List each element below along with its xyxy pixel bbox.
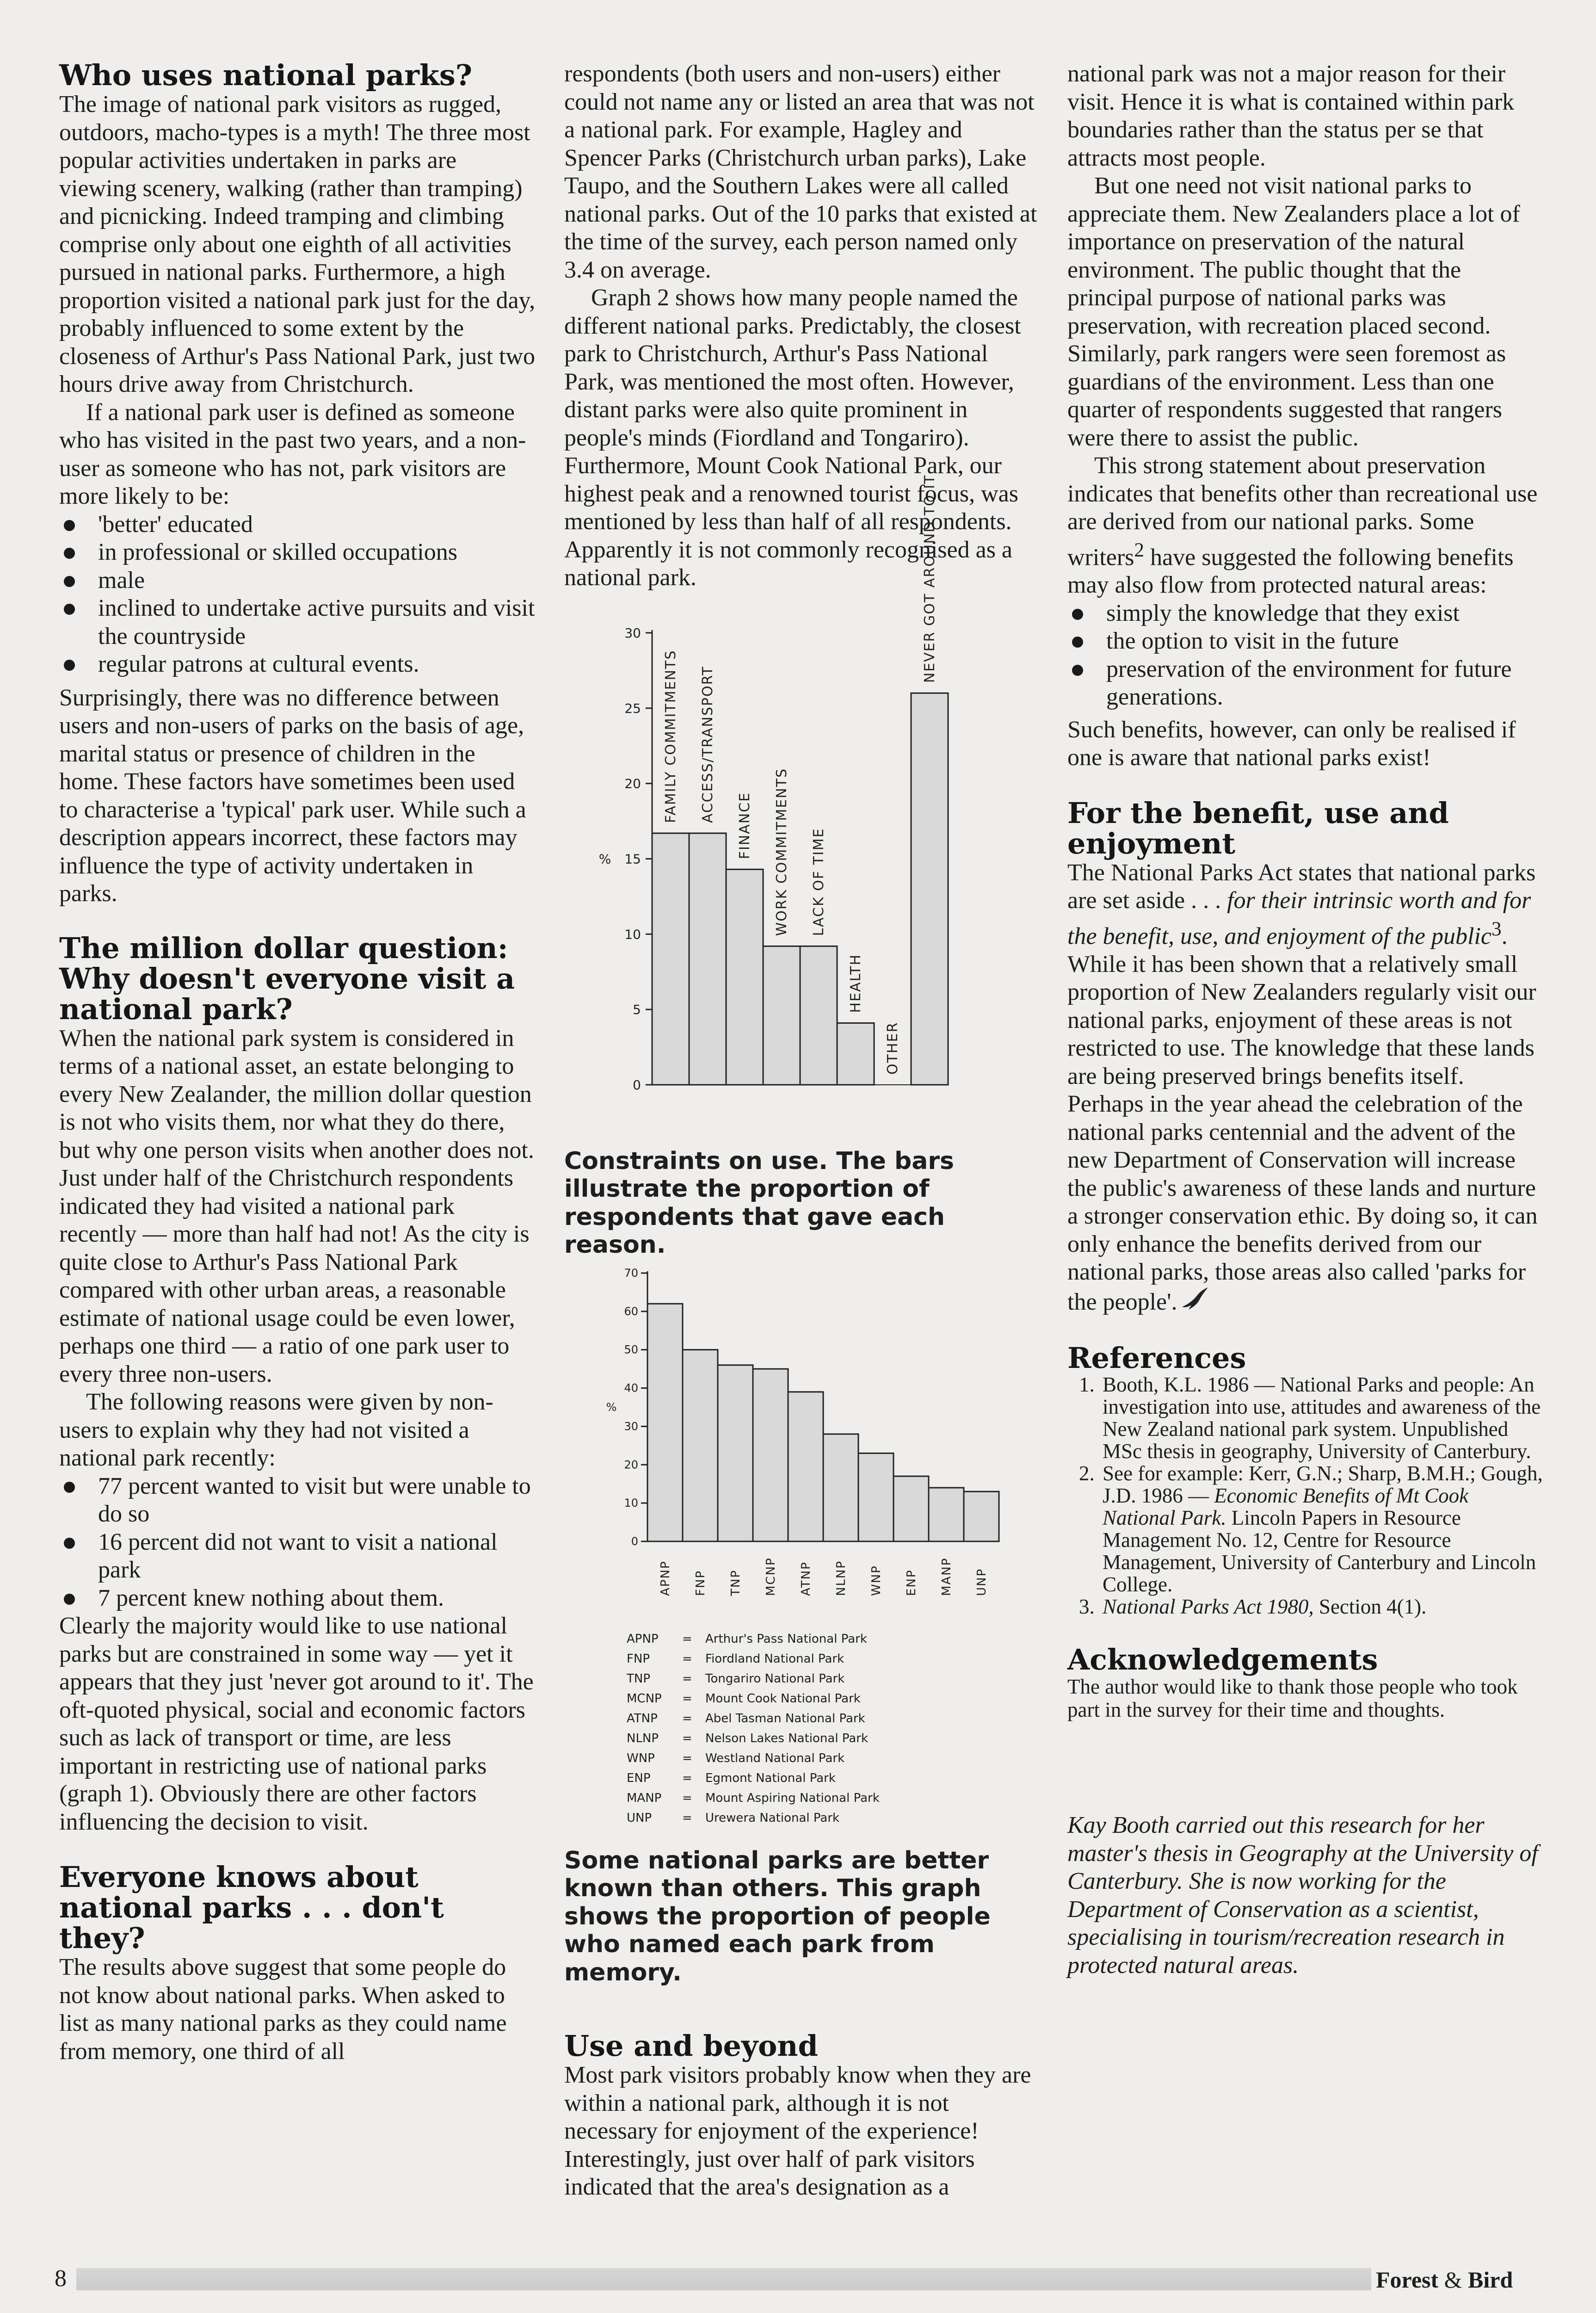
list-item: inclined to undertake active pursuits and visit the countryside (59, 594, 536, 650)
list-item: in professional or skilled occupations (59, 538, 536, 567)
bar-lack-of-time (800, 946, 837, 1085)
x-tick-label: UNP (975, 1568, 989, 1596)
paragraph: Graph 2 shows how many people named the different national parks. Predictably, the closest park to Christchurch, Arthur's Pass National Park, was mentioned the most often. However, distant parks were also quite prominent in people's minds (Fiordland and Tongariro). Furthermore, Mount Cook National Park, our highest peak and a renowned tourist focus, was mentioned by less than half of all respondents. Apparently it is not commonly recognised as a national park. (564, 284, 1021, 591)
bar-label: NEVER GOT AROUND TO IT (922, 474, 938, 683)
column-1 (59, 60, 536, 2066)
legend-row (627, 1649, 1041, 1669)
quote-emphasis: for their intrinsic worth and for the benefit, use, and enjoyment of the public (1067, 887, 1531, 950)
legend-abbr: MCNP (627, 1691, 662, 1706)
bar-finance (726, 869, 763, 1085)
text-span: have suggested the following benefits may also flow from protected natural areas: (1067, 544, 1514, 599)
y-tick-label: 15 (624, 851, 641, 866)
y-tick-label: 50 (624, 1343, 638, 1356)
chart-parks-named (564, 1264, 1041, 1629)
reference-item: 1. Booth, K.L. 1986 — National Parks and people: An investigation into use, attitudes and awareness of the New Zealand national park system. Unpublished MSc thesis in geography, University of Canterbury. (1100, 1373, 1544, 1462)
legend-abbr: APNP (627, 1632, 659, 1646)
caption-constraints: Constraints on use. The bars illustrate the proportion of respondents that gave each reason. (564, 1147, 954, 1259)
y-tick-label: 40 (624, 1381, 638, 1395)
legend-row (627, 1749, 1041, 1769)
bar-apnp (647, 1304, 683, 1541)
legend-row (627, 1808, 1041, 1828)
paragraph (1067, 452, 1544, 600)
legend-equals: = (682, 1731, 692, 1745)
paragraph: If a national park user is defined as someone who has visited in the past two years, and a non-user as someone who has not, park visitors are more likely to be: (59, 399, 526, 509)
legend-row (627, 1689, 1041, 1709)
legend-equals: = (682, 1751, 692, 1765)
list-item: the option to visit in the future (1067, 627, 1544, 656)
x-tick-label: TNP (729, 1569, 743, 1596)
paragraph (1067, 859, 1544, 1316)
x-tick-label: NLNP (834, 1560, 848, 1596)
y-tick-label: 5 (633, 1002, 641, 1017)
bar-label: OTHER (885, 1021, 901, 1075)
caption-parks-named: Some national parks are better known than others. This graph shows the proportion of people who named each park from memory. (564, 1846, 991, 1986)
brand-word: Forest (1376, 2267, 1439, 2293)
y-tick-label: 60 (624, 1305, 638, 1318)
publication-name (1376, 2266, 1513, 2294)
title-emphasis: National Parks Act 1980, (1103, 1595, 1314, 1619)
y-tick-label: 25 (624, 700, 641, 716)
text-span: Lincoln Papers in Resource Management No. 12, Centre for Resource Management, University of Canterbury and Lincoln College. (1103, 1506, 1536, 1596)
bar-family-commitments (652, 833, 689, 1085)
legend-park-name: Arthur's Pass National Park (705, 1632, 867, 1646)
paragraph: The image of national park visitors as rugged, outdoors, macho-types is a myth! The three most popular activities undertaken in parks are viewing scenery, walking (rather than tramping) and picnicking. Indeed tramping and climbing comprise only about one eighth of all activities pursued in national parks. Furthermore, a high proportion visited a national park just for the day, probably influenced to some extent by the closeness of Arthur's Pass National Park, just two hours drive away from Christchurch. (59, 91, 536, 397)
bar-health (837, 1023, 874, 1085)
x-tick-label: MCNP (764, 1557, 778, 1596)
legend-park-name: Nelson Lakes National Park (705, 1731, 869, 1745)
list-item: simply the knowledge that they exist (1067, 600, 1544, 628)
list-item: regular patrons at cultural events. (59, 650, 536, 679)
column-2 (564, 60, 1041, 2202)
list-item: 7 percent knew nothing about them. (59, 1584, 536, 1613)
y-tick-label: 70 (624, 1266, 638, 1280)
bar-manp (929, 1488, 964, 1541)
paragraph: Surprisingly, there was no difference between users and non-users of parks on the basis of age, marital status or presence of children in the home. These factors have sometimes been used to characterise a 'typical' park user. While such a description appears incorrect, these factors may influence the type of activity undertaken in parks. (59, 684, 526, 907)
bar-label: FINANCE (737, 792, 753, 859)
bullet-list-visitor-traits (59, 511, 536, 679)
reference-item (1100, 1462, 1544, 1596)
legend-abbr: UNP (627, 1811, 652, 1825)
y-tick-label: 10 (624, 1496, 638, 1509)
list-item: male (59, 567, 536, 595)
paragraph: When the national park system is considered in terms of a national asset, an estate belonging to every New Zealander, the million dollar question is not who visits them, nor what they do there, but why one person visits when another does not. Just under half of the Christchurch respondents indicated they had visited a national park recently — more than half had not! As the city is quite close to Arthur's Pass National Park compared with other urban areas, a reasonable estimate of national usage could be even lower, perhaps one third — a ratio of one park user to every three non-users. (59, 1025, 534, 1387)
x-tick-label: ATNP (799, 1561, 813, 1596)
x-tick-label: FNP (694, 1570, 708, 1596)
heading-million-dollar: The million dollar question: Why doesn't everyone visit a national park? (59, 931, 515, 1026)
heading-everyone-knows: Everyone knows about national parks . . . don't they? (59, 1860, 444, 1955)
footer-bar (76, 2268, 1371, 2290)
heading-acknowledgements: Acknowledgements (1067, 1643, 1378, 1677)
legend-park-name: Urewera National Park (705, 1811, 840, 1825)
bar-mcnp (753, 1369, 788, 1541)
legend-abbr: ENP (627, 1771, 651, 1785)
legend-equals: = (682, 1691, 692, 1706)
y-tick-label: 30 (624, 1419, 638, 1433)
list-item: preservation of the environment for future generations. (1067, 656, 1544, 711)
paragraph: The results above suggest that some people do not know about national parks. When asked to list as many national parks as they could name from memory, one third of all (59, 1954, 507, 2065)
legend-row (627, 1709, 1041, 1729)
legend-park-name: Egmont National Park (705, 1771, 836, 1785)
legend-abbr: ATNP (627, 1711, 658, 1725)
legend-park-name: Abel Tasman National Park (705, 1711, 865, 1725)
y-tick-label: 0 (631, 1534, 638, 1548)
legend-equals: = (682, 1791, 692, 1805)
paragraph: The following reasons were given by non-users to explain why they had not visited a national park recently: (59, 1389, 493, 1471)
bullet-list-reasons (59, 1472, 536, 1613)
legend-equals: = (682, 1671, 692, 1686)
y-tick-label: 0 (633, 1077, 641, 1093)
legend-abbr: NLNP (627, 1731, 659, 1745)
reference-item (1100, 1596, 1544, 1618)
brand-word: Bird (1468, 2267, 1513, 2293)
bar-wnp (858, 1453, 894, 1541)
y-tick-label: 30 (624, 625, 641, 641)
legend-park-name: Mount Cook National Park (705, 1691, 861, 1706)
legend-park-name: Tongariro National Park (705, 1671, 845, 1686)
x-tick-label: APNP (659, 1560, 672, 1596)
legend-abbr: WNP (627, 1751, 655, 1765)
bar-access-transport (689, 833, 726, 1085)
legend-equals: = (682, 1711, 692, 1725)
y-axis-label: % (598, 851, 611, 866)
paragraph: Clearly the majority would like to use national parks but are constrained in some way — yet it appears that they just 'never got around to it'. The oft-quoted physical, social and economic factors such as lack of transport or time, are less important in restricting use of national parks (graph 1). Obviously there are other factors influencing the decision to visit. (59, 1613, 534, 1835)
bar-label: FAMILY COMMITMENTS (663, 649, 679, 823)
bar-tnp (718, 1365, 753, 1541)
brand-ampersand: & (1444, 2267, 1462, 2293)
y-tick-label: 20 (624, 776, 641, 792)
y-axis-label: % (606, 1400, 617, 1414)
bar-label: HEALTH (848, 953, 864, 1013)
bar-atnp (788, 1392, 823, 1541)
chart-constraints (564, 474, 1041, 1152)
legend-row (627, 1729, 1041, 1749)
text-span: See for example: Kerr, G.N.; Sharp, B.M.H.; Gough, J.D. 1986 — (1103, 1462, 1543, 1508)
references-list (1067, 1373, 1544, 1618)
park-abbreviation-legend (627, 1629, 1041, 1828)
y-tick-label: 20 (624, 1458, 638, 1471)
text-span: . While it has been shown that a relatively small proportion of New Zealanders regularly visit our national parks, enjoyment of these areas is not restricted to use. The knowledge that these lands are being preserved brings benefits itself. Perhaps in the year ahead the celebration of the national parks centennial and the advent of the new Department of Conservation will increase the public's awareness of these lands and nurture a stronger conservation ethic. By doing so, it can only enhance the benefits derived from our national parks, those areas also called 'parks for the people'. (1067, 923, 1538, 1315)
bar-enp (894, 1476, 929, 1541)
list-item: 77 percent wanted to visit but were unable to do so (59, 1472, 536, 1528)
legend-row (627, 1788, 1041, 1808)
legend-park-name: Fiordland National Park (705, 1651, 844, 1666)
author-bio: Kay Booth carried out this research for her master's thesis in Geography at the University of Canterbury. She is now working for the Department of Conservation as a scientist, specialising in tourism/recreation research in protected natural areas. (1067, 1812, 1538, 1979)
text-span: Section 4(1). (1313, 1595, 1427, 1619)
page-number: 8 (55, 2265, 67, 2292)
bar-work-commitments (763, 946, 800, 1085)
legend-abbr: FNP (627, 1651, 650, 1666)
bar-label: ACCESS/TRANSPORT (700, 665, 716, 823)
x-tick-label: WNP (869, 1565, 883, 1596)
heading-who-uses: Who uses national parks? (59, 58, 473, 92)
list-item: 16 percent did not want to visit a national park (59, 1528, 536, 1584)
y-tick-label: 10 (624, 926, 641, 942)
legend-row (627, 1669, 1041, 1689)
legend-abbr: TNP (627, 1671, 651, 1686)
paragraph: But one need not visit national parks to appreciate them. New Zealanders place a lot of importance on preservation of the natural environment. The public thought that the principal purpose of national parks was preservation, with recreation placed second. Similarly, park rangers were seen foremost as guardians of the environment. Less than one quarter of respondents suggested that rangers were there to assist the public. (1067, 173, 1520, 451)
list-item: 'better' educated (59, 511, 536, 539)
bullet-list-benefits (1067, 600, 1544, 711)
title-emphasis: Economic Benefits of Mt Cook National Park. (1103, 1484, 1469, 1530)
footnote-marker: 2 (1134, 538, 1145, 561)
bar-unp (964, 1491, 999, 1541)
legend-equals: = (682, 1811, 692, 1825)
footnote-marker: 3 (1491, 917, 1502, 940)
paragraph: national park was not a major reason for their visit. Hence it is what is contained within park boundaries rather than the status per se that attracts most people. (1067, 61, 1515, 171)
x-tick-label: MANP (940, 1557, 954, 1596)
bar-label: LACK OF TIME (811, 827, 827, 936)
legend-equals: = (682, 1632, 692, 1646)
bar-label: WORK COMMITMENTS (774, 767, 790, 936)
acknowledgements-text: The author would like to thank those people who took part in the survey for their time and thoughts. (1067, 1675, 1518, 1722)
heading-references: References (1067, 1341, 1246, 1375)
legend-park-name: Westland National Park (705, 1751, 845, 1765)
legend-equals: = (682, 1771, 692, 1785)
legend-equals: = (682, 1651, 692, 1666)
text-span: This strong statement about preservation indicates that benefits other than recreational use are derived from our national parks. Some writers (1067, 452, 1538, 570)
paragraph: Most park visitors probably know when they are within a national park, although it is not necessary for enjoyment of the experience! Interestingly, just over half of park visitors indicated that the area's designation as a (564, 2062, 1031, 2200)
x-tick-label: ENP (905, 1569, 918, 1596)
bird-icon (1180, 1286, 1210, 1312)
bar-never-got-around-to-it (911, 693, 948, 1085)
legend-abbr: MANP (627, 1791, 662, 1805)
bar-fnp (683, 1349, 718, 1541)
heading-benefit-use: For the benefit, use and enjoyment (1067, 796, 1449, 860)
legend-park-name: Mount Aspiring National Park (705, 1791, 880, 1805)
paragraph: respondents (both users and non-users) either could not name any or listed an area that was not a national park. For example, Hagley and Spencer Parks (Christchurch urban parks), Lake Taupo, and the Southern Lakes were all called national parks. Out of the 10 parks that existed at the time of the survey, each person named only 3.4 on average. (564, 61, 1037, 283)
legend-row (627, 1629, 1041, 1649)
paragraph: Such benefits, however, can only be realised if one is aware that national parks exist! (1067, 716, 1516, 771)
heading-use-and-beyond: Use and beyond (564, 2029, 818, 2063)
bar-nlnp (823, 1434, 858, 1541)
column-3 (1067, 60, 1544, 1979)
text-span: The National Parks Act states that national parks are set aside . . . (1067, 859, 1536, 914)
legend-row (627, 1769, 1041, 1788)
